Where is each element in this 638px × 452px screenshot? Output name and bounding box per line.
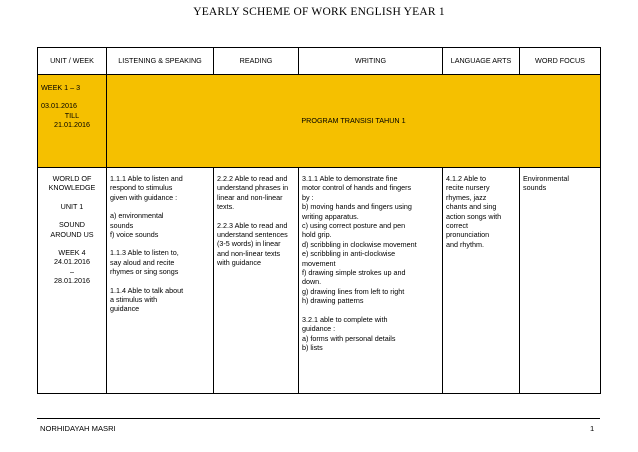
header-unit-week: UNIT / WEEK: [38, 48, 107, 75]
header-word-focus: WORD FOCUS: [520, 48, 601, 75]
standard-text: 1.1.3 Able to listen to, say aloud and recite rhymes or sing songs: [110, 248, 179, 277]
unit-title: AROUND US: [50, 229, 94, 239]
date-from: 03.01.2016: [41, 101, 77, 111]
standard-text: a) environmental sounds f) voice sounds: [110, 211, 164, 240]
page-number: 1: [590, 424, 595, 433]
week-range: WEEK 1 – 3: [41, 83, 81, 92]
date-to: 21.01.2016: [54, 120, 90, 130]
language-arts-cell: [443, 168, 520, 394]
word-focus-cell: [520, 168, 601, 394]
standard-text: 1.1.1 Able to listen and respond to stimulus given with guidance :: [110, 174, 183, 202]
reading-cell: [214, 168, 299, 394]
footer-divider: [37, 418, 600, 419]
standard-text: 3.2.1 able to complete with guidance : a) forms with personal details b) lists: [302, 314, 396, 352]
footer-author: NORHIDAYAH MASRI: [40, 424, 116, 433]
transition-row: [38, 75, 601, 168]
week-range-cell: [38, 75, 107, 168]
unit-title: SOUND: [59, 220, 85, 230]
header-listening-speaking: LISTENING & SPEAKING: [107, 48, 214, 75]
header-language-arts: LANGUAGE ARTS: [443, 48, 520, 75]
standard-text: 4.1.2 Able to recite nursery rhymes, jazz chants and sing action songs with correct pronunciation and rhythm.: [446, 174, 502, 249]
theme-line: KNOWLEDGE: [48, 183, 96, 193]
till-label: TILL: [64, 110, 80, 120]
header-reading: READING: [214, 48, 299, 75]
listening-speaking-cell: [107, 168, 214, 394]
theme-cell: [38, 168, 107, 394]
header-row: [38, 48, 601, 75]
program-label: PROGRAM TRANSISI TAHUN 1: [301, 116, 406, 126]
dash: –: [70, 266, 74, 276]
standard-text: 2.2.2 Able to read and understand phrases in linear and non-linear texts.: [217, 174, 289, 212]
date-from: 24.01.2016: [54, 257, 90, 267]
document-title: YEARLY SCHEME OF WORK ENGLISH YEAR 1: [193, 6, 445, 18]
word-focus-text: Environmental sounds: [523, 174, 569, 193]
writing-cell: [299, 168, 443, 394]
date-to: 28.01.2016: [54, 276, 90, 286]
week-label: WEEK 4: [58, 248, 86, 258]
unit-row: [38, 168, 601, 394]
standard-text: 3.1.1 Able to demonstrate fine motor control of hands and fingers by : b) moving hands and fingers using writing apparatus. c) using correct posture and pen hold grip. d) scribbling in clockwise movement e) scribbling in anti-clockwise movement f) drawing simple strokes up and down. g) drawing lines from left to right h) drawing patterns: [302, 174, 417, 306]
scheme-table: [37, 47, 601, 394]
theme-line: WORLD OF: [52, 174, 92, 183]
header-writing: WRITING: [299, 48, 443, 75]
standard-text: 1.1.4 Able to talk about a stimulus with guidance: [110, 285, 184, 314]
unit-label: UNIT 1: [60, 201, 84, 211]
program-transisi-cell: [107, 75, 601, 168]
standard-text: 2.2.3 Able to read and understand sentences (3-5 words) in linear and non-linear texts with guidance: [217, 220, 288, 268]
